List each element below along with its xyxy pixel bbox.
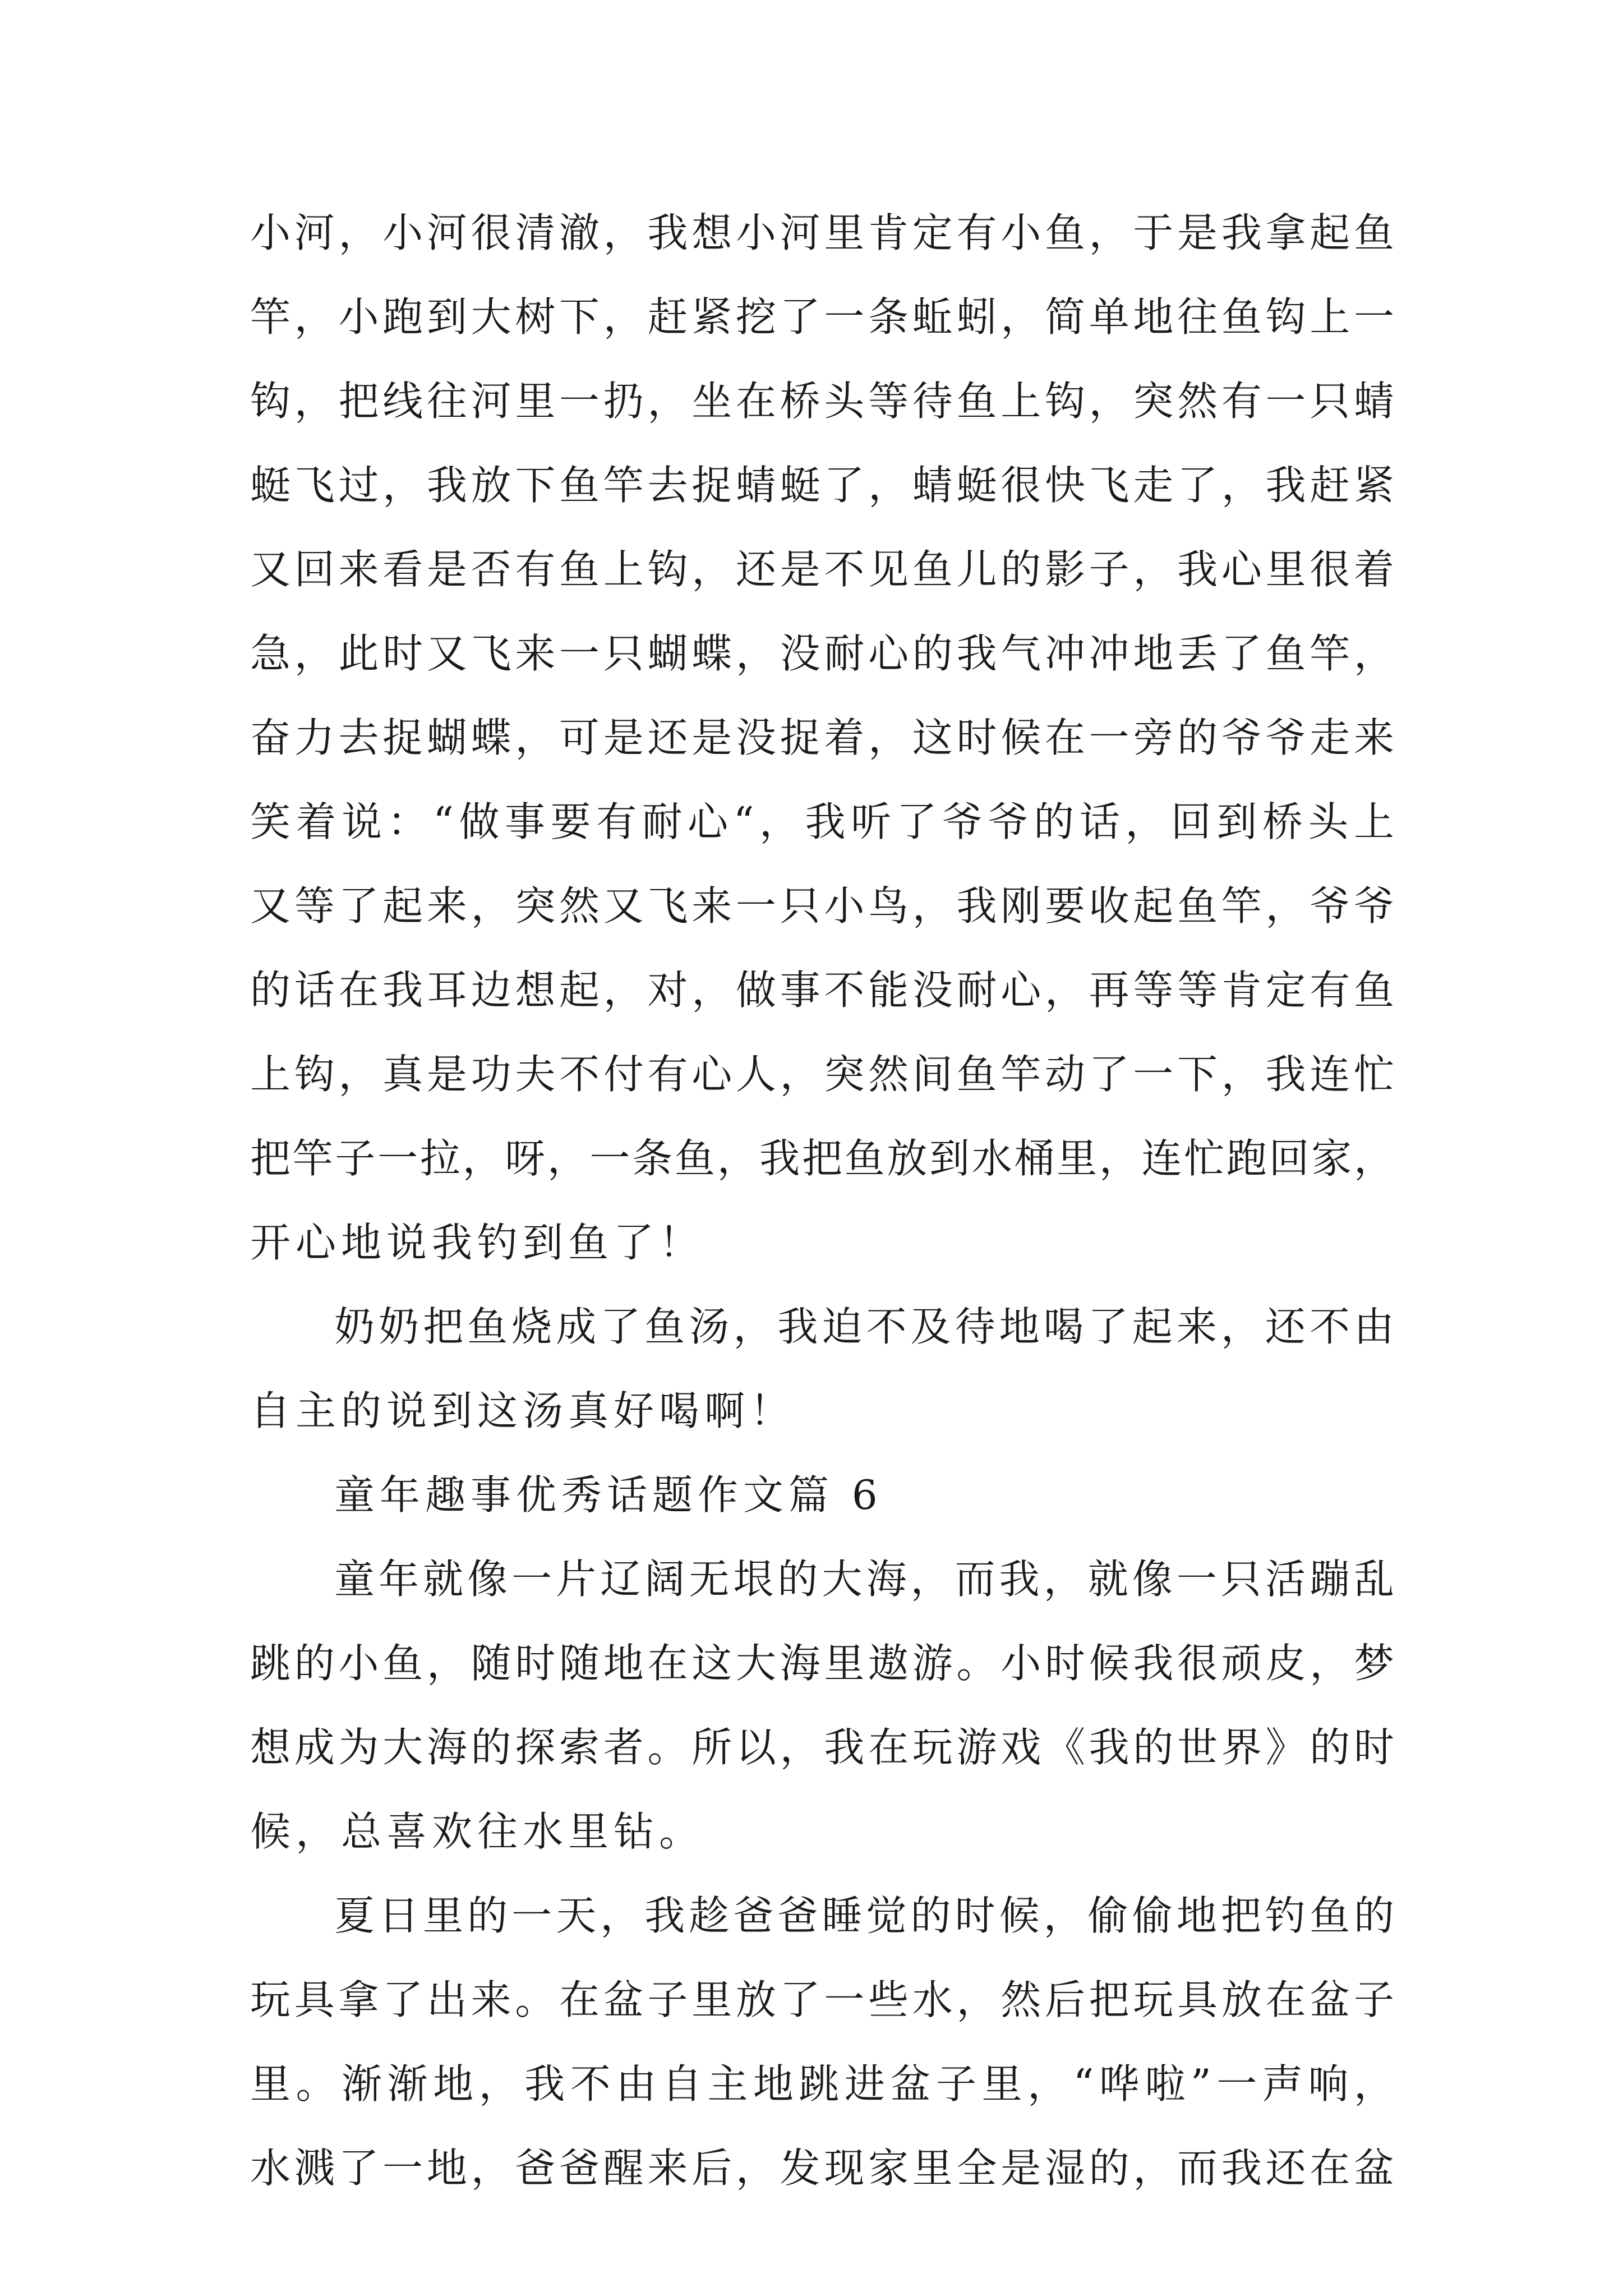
text-line: 候，总喜欢往水里钻。 — [250, 1808, 705, 1855]
text-line: 小河，小河很清澈，我想小河里肯定有小鱼，于是我拿起鱼 — [250, 209, 1394, 256]
text-line: 奋力去捉蝴蝶，可是还是没捉着，这时候在一旁的爷爷走来 — [250, 714, 1394, 761]
text-line: 跳的小鱼，随时随地在这大海里遨游。小时候我很顽皮，梦 — [250, 1640, 1394, 1687]
text-line: 开心地说我钓到鱼了！ — [250, 1219, 705, 1266]
text-line: 里。渐渐地，我不由自主地跳进盆子里，“哗啦”一声响， — [250, 2060, 1394, 2108]
text-line: 童年就像一片辽阔无垠的大海，而我，就像一只活蹦乱 — [334, 1556, 1394, 1603]
text-line: 水溅了一地，爸爸醒来后，发现家里全是湿的，而我还在盆 — [250, 2145, 1394, 2192]
text-line: 玩具拿了出来。在盆子里放了一些水，然后把玩具放在盆子 — [250, 1976, 1394, 2023]
text-line: 自主的说到这汤真好喝啊！ — [250, 1387, 796, 1434]
text-line: 又回来看是否有鱼上钩，还是不见鱼儿的影子，我心里很着 — [250, 546, 1394, 593]
text-line: 竿，小跑到大树下，赶紧挖了一条蚯蚓，简单地往鱼钩上一 — [250, 293, 1394, 341]
text-line: 上钩，真是功夫不付有心人，突然间鱼竿动了一下，我连忙 — [250, 1051, 1394, 1098]
text-line: 笑着说：“做事要有耐心“，我听了爷爷的话，回到桥头上 — [250, 798, 1394, 845]
text-line: 想成为大海的探索者。所以，我在玩游戏《我的世界》的时 — [250, 1724, 1394, 1771]
text-line: 的话在我耳边想起，对，做事不能没耐心，再等等肯定有鱼 — [250, 967, 1394, 1014]
text-line: 又等了起来，突然又飞来一只小鸟，我刚要收起鱼竿，爷爷 — [250, 882, 1394, 930]
text-line: 蜓飞过，我放下鱼竿去捉蜻蜓了，蜻蜓很快飞走了，我赶紧 — [250, 462, 1394, 509]
text-line: 夏日里的一天，我趁爸爸睡觉的时候，偷偷地把钓鱼的 — [334, 1892, 1394, 1939]
text-line: 钩，把线往河里一扔，坐在桥头等待鱼上钩，突然有一只蜻 — [250, 378, 1394, 425]
text-line: 奶奶把鱼烧成了鱼汤，我迫不及待地喝了起来，还不由 — [334, 1303, 1394, 1350]
text-line: 急，此时又飞来一只蝴蝶，没耐心的我气冲冲地丢了鱼竿， — [250, 630, 1394, 677]
section-heading: 童年趣事优秀话题作文篇 6 — [334, 1471, 883, 1519]
text-line: 把竿子一拉，呀，一条鱼，我把鱼放到水桶里，连忙跑回家， — [250, 1135, 1394, 1182]
